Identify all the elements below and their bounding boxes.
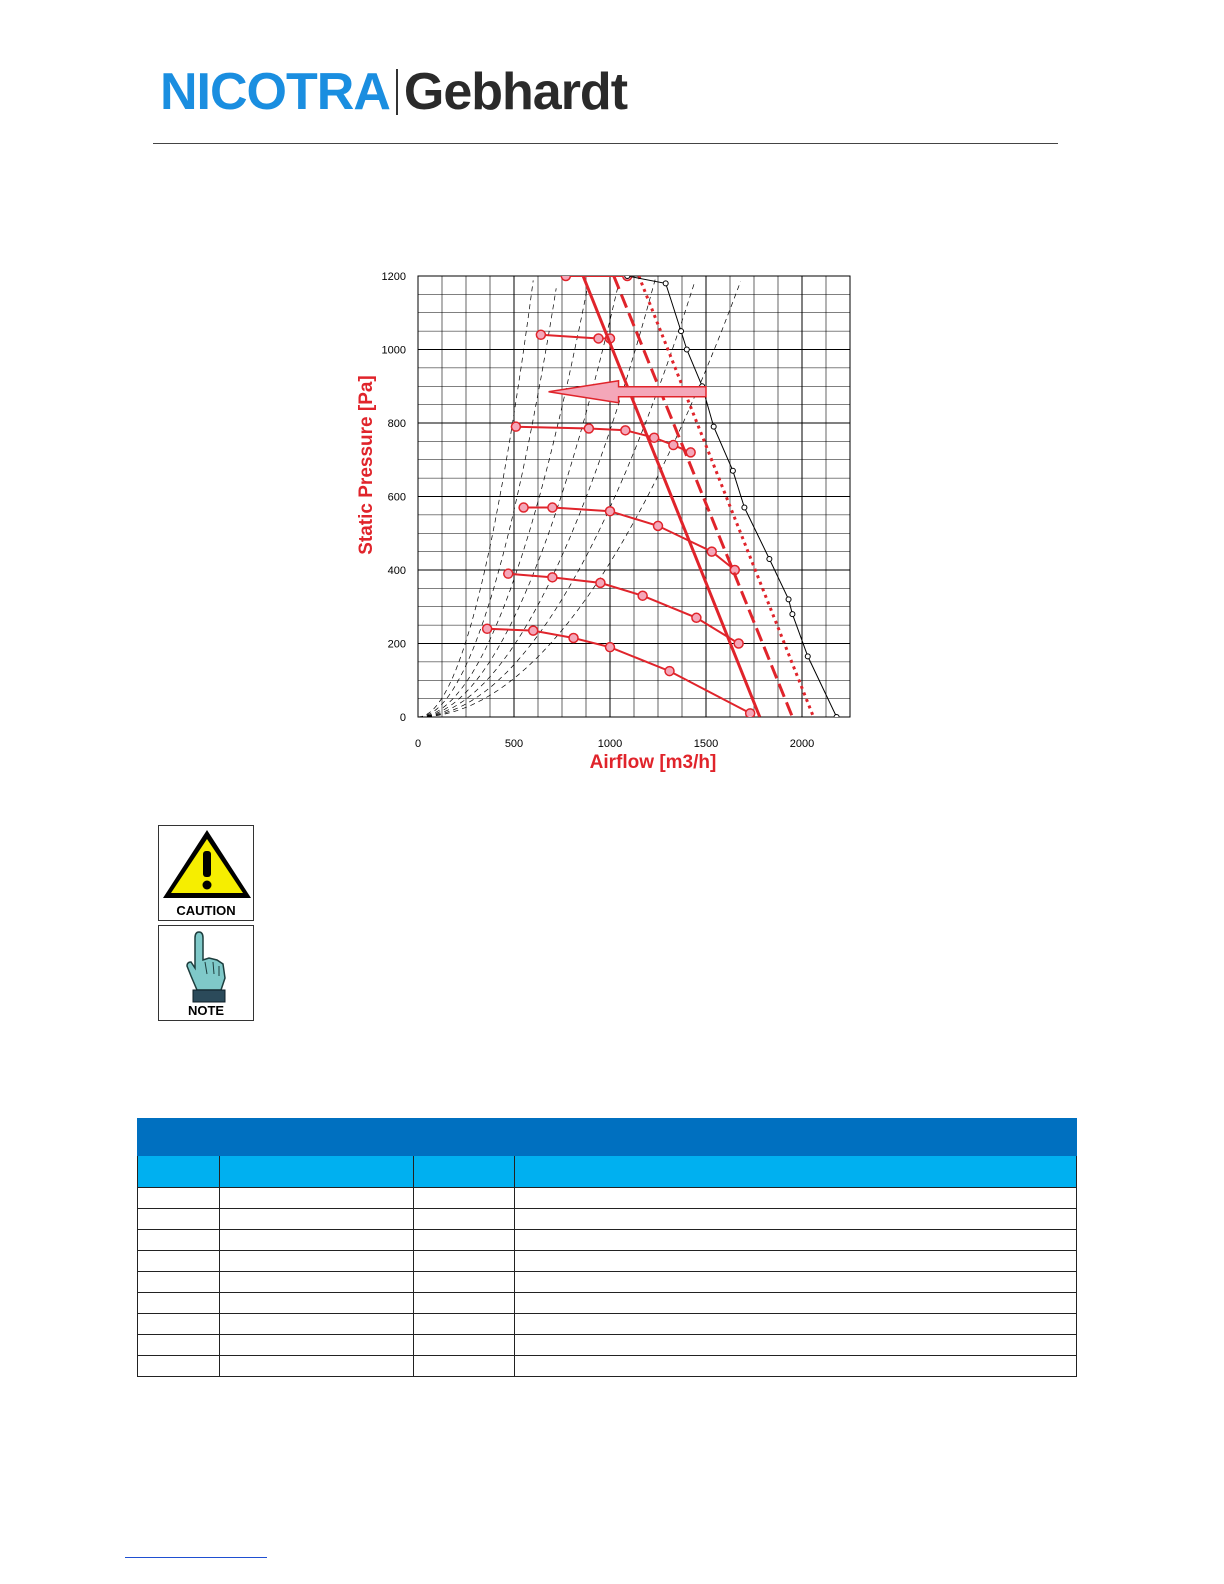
data-point [519,503,528,512]
data-point [548,503,557,512]
envelope-point [730,468,735,473]
table-row [138,1251,1077,1272]
table-cell [515,1293,1077,1314]
table-cell [414,1251,515,1272]
data-point [606,507,615,516]
chart-series [483,272,839,720]
data-point [504,569,513,578]
data-point [638,591,647,600]
data-point [511,422,520,431]
x-tick-label: 1500 [693,738,719,750]
x-tick-label: 1000 [597,738,623,750]
table-cell [220,1293,414,1314]
chart-grid [418,276,850,717]
envelope-point [834,715,839,720]
table-cell [515,1356,1077,1377]
warning-triangle-icon [159,826,255,902]
table-cell [138,1356,220,1377]
logo-gebhardt-text: Gebhardt [403,63,628,121]
data-point [692,613,701,622]
x-axis-label: Airflow [m3/h] [589,752,717,773]
note-icon-box [158,925,254,1021]
footer-link-underline [125,1557,267,1558]
note-label: NOTE [187,1003,225,1018]
table-row [138,1335,1077,1356]
envelope-point [711,424,716,429]
table-cell [414,1335,515,1356]
caution-label: CAUTION [176,903,236,918]
company-logo [160,62,627,122]
table-header-row [138,1156,1077,1188]
envelope-point [767,556,772,561]
data-point [483,624,492,633]
table-row [138,1230,1077,1251]
data-point [654,521,663,530]
table-cell [414,1293,515,1314]
table-row [138,1272,1077,1293]
table-cell [515,1209,1077,1230]
envelope-point [625,274,630,279]
table-cell [138,1230,220,1251]
table-cell [220,1188,414,1209]
table-cell [138,1188,220,1209]
table-cell [220,1251,414,1272]
table-row [138,1314,1077,1335]
header-divider [153,143,1058,144]
data-point [529,626,538,635]
data-point [734,639,743,648]
table-body [138,1188,1077,1377]
data-point [621,426,630,435]
x-tick-label: 0 [414,738,422,750]
table-cell [220,1272,414,1293]
data-point [596,578,605,587]
data-point [650,433,659,442]
data-point [548,573,557,582]
data-point [536,330,545,339]
table-cell [220,1356,414,1377]
envelope-point [786,597,791,602]
envelope-point [805,654,810,659]
data-point [606,643,615,652]
spec-table [137,1118,1077,1377]
table-cell [414,1188,515,1209]
fan-performance-chart [340,265,880,785]
y-tick-label: 600 [387,491,406,504]
table-cell [220,1209,414,1230]
data-point [594,334,603,343]
table-cell [138,1272,220,1293]
table-cell [515,1335,1077,1356]
table-cell [138,1251,220,1272]
fan-speed-curve [516,427,691,453]
envelope-point [684,347,689,352]
system-curve-dashed [418,290,587,717]
data-point [686,448,695,457]
y-tick-label: 200 [387,638,406,651]
table-cell [414,1356,515,1377]
x-tick-label: 2000 [789,738,815,750]
table-row [138,1356,1077,1377]
x-tick-label: 500 [504,738,524,750]
logo-nicotra-text: NICOTRA [160,63,390,121]
table-cell [515,1230,1077,1251]
y-tick-label: 400 [387,565,406,577]
table-cell [138,1314,220,1335]
data-point [665,667,674,676]
table-cell [220,1314,414,1335]
envelope-point [790,612,795,617]
system-curve-dashed [418,288,556,717]
table-cell [220,1335,414,1356]
envelope-point [679,329,684,334]
table-cell [515,1272,1077,1293]
fan-speed-curve [487,629,750,714]
pointing-hand-icon [159,926,255,1004]
data-point [669,441,678,450]
table-cell [414,1314,515,1335]
table-cell [138,1293,220,1314]
table-row [138,1188,1077,1209]
y-axis-label: Static Pressure [Pa] [356,375,377,555]
y-tick-label: 800 [387,418,406,430]
caution-icon-box [158,825,254,921]
envelope-point [742,505,747,510]
y-tick-label: 0 [399,712,406,724]
table-title-row [138,1119,1077,1156]
fan-speed-curve [524,508,735,571]
table-cell [515,1314,1077,1335]
y-tick-label: 1000 [381,344,406,357]
data-point [569,633,578,642]
y-tick-label: 1200 [381,271,406,283]
data-point [746,709,755,718]
table-row [138,1209,1077,1230]
table-cell [138,1209,220,1230]
logo-separator [396,69,398,115]
table-row [138,1293,1077,1314]
data-point [561,272,570,281]
table-cell [414,1272,515,1293]
table-cell [515,1188,1077,1209]
system-curve-dashed [418,280,533,717]
system-curve-dashed [418,283,695,717]
table-cell [414,1230,515,1251]
table-cell [515,1251,1077,1272]
system-curve-dashed [418,281,741,717]
system-curve-dashed [418,288,618,717]
envelope-point [663,281,668,286]
table-cell [138,1335,220,1356]
data-point [707,547,716,556]
data-point [584,424,593,433]
table-cell [414,1209,515,1230]
table-cell [220,1230,414,1251]
